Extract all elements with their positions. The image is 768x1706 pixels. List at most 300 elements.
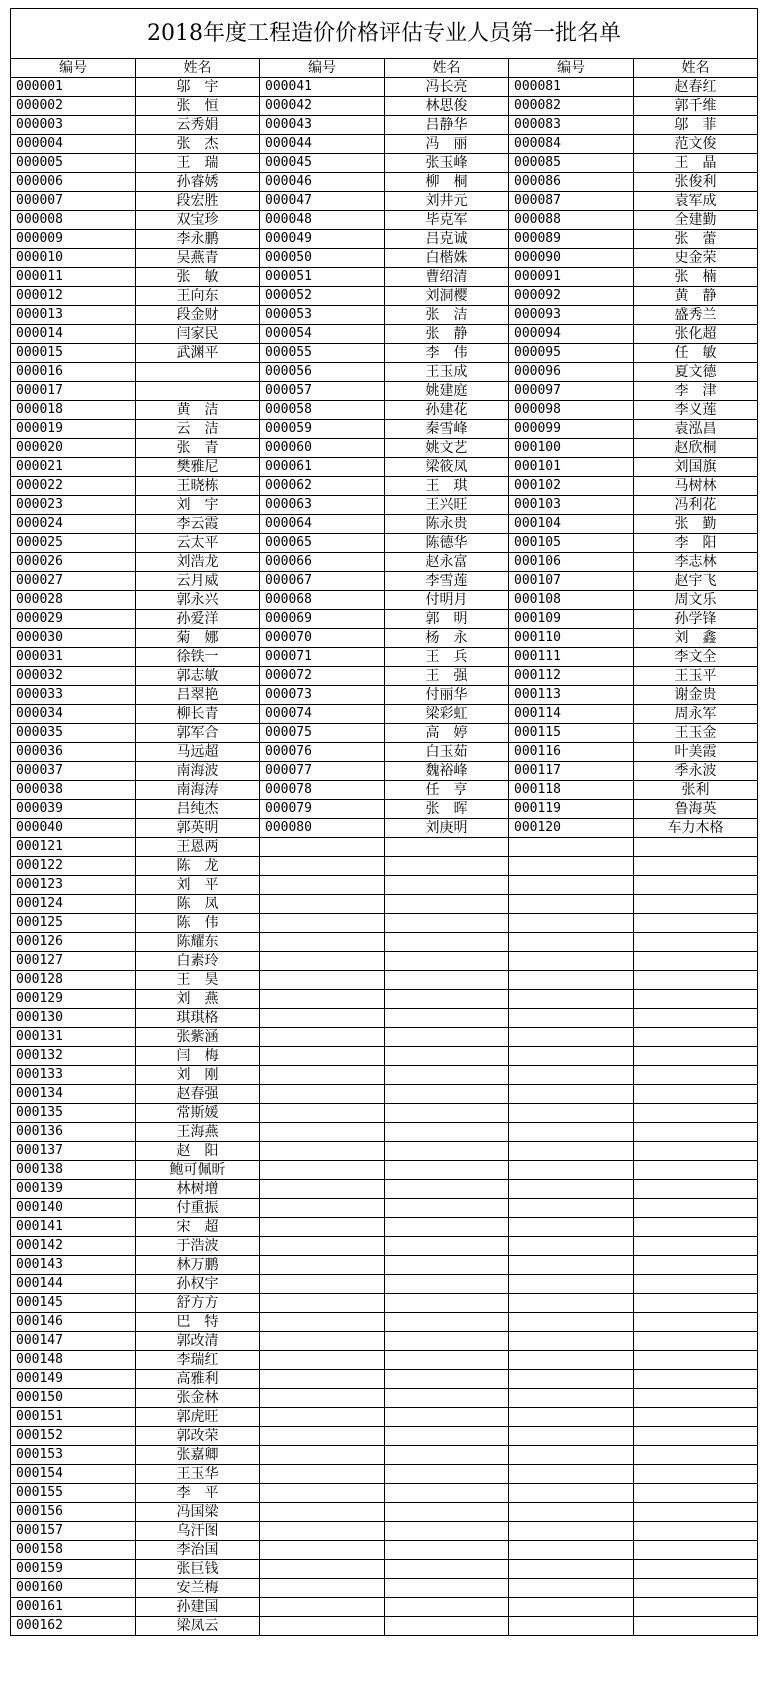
name-cell: 刘 刚: [136, 1066, 260, 1085]
name-cell: [634, 1560, 758, 1579]
id-cell: [260, 1199, 385, 1218]
id-cell: 000021: [11, 458, 136, 477]
name-cell: 张 蕾: [634, 230, 758, 249]
name-cell: 于浩波: [136, 1237, 260, 1256]
name-cell: [385, 1104, 509, 1123]
id-cell: 000112: [509, 667, 634, 686]
name-cell: 李义莲: [634, 401, 758, 420]
table-row: [11, 591, 758, 610]
name-cell: 张金林: [136, 1389, 260, 1408]
table-row: [11, 325, 758, 344]
id-cell: 000068: [260, 591, 385, 610]
id-cell: 000144: [11, 1275, 136, 1294]
id-cell: [260, 1313, 385, 1332]
id-cell: [260, 1104, 385, 1123]
id-cell: 000050: [260, 249, 385, 268]
name-cell: 周永军: [634, 705, 758, 724]
table-row: [11, 1085, 758, 1104]
name-cell: [634, 1237, 758, 1256]
table-row: [11, 1332, 758, 1351]
name-cell: [385, 933, 509, 952]
name-cell: [634, 1142, 758, 1161]
name-cell: 赵永富: [385, 553, 509, 572]
name-cell: 邬 宇: [136, 78, 260, 97]
table-row: [11, 116, 758, 135]
name-cell: 王 昊: [136, 971, 260, 990]
table-row: [11, 192, 758, 211]
id-cell: 000138: [11, 1161, 136, 1180]
name-cell: [634, 1598, 758, 1617]
header-id-3: 编号: [509, 59, 634, 78]
name-cell: [634, 952, 758, 971]
name-cell: 张俊利: [634, 173, 758, 192]
table-row: [11, 97, 758, 116]
name-cell: 史金荣: [634, 249, 758, 268]
table-row: [11, 876, 758, 895]
id-cell: [509, 838, 634, 857]
id-cell: 000121: [11, 838, 136, 857]
id-cell: 000088: [509, 211, 634, 230]
id-cell: 000134: [11, 1085, 136, 1104]
id-cell: [260, 1256, 385, 1275]
id-cell: 000105: [509, 534, 634, 553]
id-cell: 000150: [11, 1389, 136, 1408]
id-cell: [509, 1142, 634, 1161]
name-cell: 高雅利: [136, 1370, 260, 1389]
name-cell: [385, 1598, 509, 1617]
name-cell: 黄 洁: [136, 401, 260, 420]
name-cell: 云月威: [136, 572, 260, 591]
name-cell: 宋 超: [136, 1218, 260, 1237]
id-cell: [509, 1465, 634, 1484]
table-row: [11, 306, 758, 325]
id-cell: [260, 1408, 385, 1427]
name-cell: 刘井元: [385, 192, 509, 211]
name-cell: 吕翠艳: [136, 686, 260, 705]
table-row: [11, 1541, 758, 1560]
name-cell: [385, 1237, 509, 1256]
id-cell: 000014: [11, 325, 136, 344]
table-row: [11, 1427, 758, 1446]
id-cell: 000043: [260, 116, 385, 135]
name-cell: [634, 1294, 758, 1313]
name-cell: [385, 1408, 509, 1427]
name-cell: 孙建花: [385, 401, 509, 420]
name-cell: 郭志敏: [136, 667, 260, 686]
table-row: [11, 1104, 758, 1123]
table-row: [11, 1009, 758, 1028]
name-cell: 赵 阳: [136, 1142, 260, 1161]
id-cell: 000048: [260, 211, 385, 230]
id-cell: 000078: [260, 781, 385, 800]
name-cell: 周文乐: [634, 591, 758, 610]
name-cell: 白楷姝: [385, 249, 509, 268]
id-cell: [509, 1028, 634, 1047]
name-cell: [634, 1503, 758, 1522]
id-cell: [509, 1427, 634, 1446]
id-cell: 000160: [11, 1579, 136, 1598]
id-cell: 000008: [11, 211, 136, 230]
id-cell: [509, 1408, 634, 1427]
table-row: [11, 914, 758, 933]
name-cell: 夏文德: [634, 363, 758, 382]
id-cell: 000072: [260, 667, 385, 686]
name-cell: 武渊平: [136, 344, 260, 363]
name-cell: [634, 971, 758, 990]
id-cell: 000026: [11, 553, 136, 572]
id-cell: [260, 1066, 385, 1085]
table-row: [11, 420, 758, 439]
id-cell: [260, 1161, 385, 1180]
id-cell: [509, 1218, 634, 1237]
name-cell: 陈 凤: [136, 895, 260, 914]
table-row: [11, 1579, 758, 1598]
id-cell: 000119: [509, 800, 634, 819]
name-cell: 郭永兴: [136, 591, 260, 610]
id-cell: 000067: [260, 572, 385, 591]
name-cell: 谢金贵: [634, 686, 758, 705]
name-cell: 刘 平: [136, 876, 260, 895]
name-cell: 毕克军: [385, 211, 509, 230]
id-cell: [260, 1294, 385, 1313]
id-cell: [260, 1370, 385, 1389]
name-cell: 吕纯杰: [136, 800, 260, 819]
table-row: [11, 268, 758, 287]
table-row: [11, 1389, 758, 1408]
name-cell: [634, 933, 758, 952]
table-row: [11, 705, 758, 724]
table-row: [11, 1199, 758, 1218]
id-cell: 000101: [509, 458, 634, 477]
id-cell: 000028: [11, 591, 136, 610]
name-cell: 王玉平: [634, 667, 758, 686]
name-cell: [385, 1085, 509, 1104]
name-cell: 吴燕青: [136, 249, 260, 268]
name-cell: 段宏胜: [136, 192, 260, 211]
id-cell: 000032: [11, 667, 136, 686]
name-cell: 刘浩龙: [136, 553, 260, 572]
name-cell: [634, 1332, 758, 1351]
name-cell: 张化超: [634, 325, 758, 344]
name-cell: 王 瑞: [136, 154, 260, 173]
name-cell: 全建勤: [634, 211, 758, 230]
id-cell: 000054: [260, 325, 385, 344]
name-cell: 季永波: [634, 762, 758, 781]
id-cell: [260, 1427, 385, 1446]
name-cell: 李文全: [634, 648, 758, 667]
name-cell: [385, 1332, 509, 1351]
table-row: [11, 173, 758, 192]
name-cell: [634, 990, 758, 1009]
name-cell: 张 楠: [634, 268, 758, 287]
name-cell: 叶美霞: [634, 743, 758, 762]
id-cell: 000143: [11, 1256, 136, 1275]
id-cell: 000061: [260, 458, 385, 477]
id-cell: 000007: [11, 192, 136, 211]
id-cell: 000079: [260, 800, 385, 819]
table-row: [11, 572, 758, 591]
name-cell: 梁筱凤: [385, 458, 509, 477]
table-row: [11, 534, 758, 553]
name-cell: [634, 1085, 758, 1104]
name-cell: 李 伟: [385, 344, 509, 363]
header-name-1: 姓名: [136, 59, 260, 78]
name-cell: [385, 1199, 509, 1218]
name-cell: 赵欣桐: [634, 439, 758, 458]
table-row: [11, 1370, 758, 1389]
name-cell: [136, 363, 260, 382]
id-cell: 000040: [11, 819, 136, 838]
name-cell: 张 洁: [385, 306, 509, 325]
name-cell: 冯国梁: [136, 1503, 260, 1522]
table-row: [11, 1237, 758, 1256]
id-cell: 000019: [11, 420, 136, 439]
id-cell: 000003: [11, 116, 136, 135]
table-row: [11, 154, 758, 173]
name-cell: [385, 1313, 509, 1332]
id-cell: [509, 1237, 634, 1256]
table-row: [11, 1313, 758, 1332]
id-cell: [260, 1123, 385, 1142]
id-cell: 000086: [509, 173, 634, 192]
name-cell: 任 亨: [385, 781, 509, 800]
name-cell: 张巨钱: [136, 1560, 260, 1579]
id-cell: [509, 1047, 634, 1066]
table-row: [11, 249, 758, 268]
name-cell: [385, 1351, 509, 1370]
table-row: [11, 952, 758, 971]
name-cell: [634, 1180, 758, 1199]
name-cell: 吕克诚: [385, 230, 509, 249]
id-cell: 000080: [260, 819, 385, 838]
name-cell: 柳长青: [136, 705, 260, 724]
name-cell: [634, 1218, 758, 1237]
id-cell: 000154: [11, 1465, 136, 1484]
id-cell: 000100: [509, 439, 634, 458]
name-cell: 刘庚明: [385, 819, 509, 838]
name-cell: 王向东: [136, 287, 260, 306]
name-list-sheet: [10, 8, 758, 1636]
id-cell: 000066: [260, 553, 385, 572]
name-cell: [385, 1180, 509, 1199]
name-cell: 郭英明: [136, 819, 260, 838]
name-cell: 郭改荣: [136, 1427, 260, 1446]
id-cell: 000139: [11, 1180, 136, 1199]
name-cell: [634, 1009, 758, 1028]
id-cell: 000075: [260, 724, 385, 743]
header-name-3: 姓名: [634, 59, 758, 78]
table-row: [11, 667, 758, 686]
name-cell: 李雪莲: [385, 572, 509, 591]
id-cell: [509, 1484, 634, 1503]
name-cell: 刘洞樱: [385, 287, 509, 306]
id-cell: [260, 1351, 385, 1370]
name-cell: 张 敏: [136, 268, 260, 287]
id-cell: [509, 895, 634, 914]
id-cell: 000125: [11, 914, 136, 933]
id-cell: 000118: [509, 781, 634, 800]
name-cell: 王玉华: [136, 1465, 260, 1484]
id-cell: 000042: [260, 97, 385, 116]
id-cell: [509, 990, 634, 1009]
id-cell: 000076: [260, 743, 385, 762]
name-cell: [385, 857, 509, 876]
id-cell: [260, 895, 385, 914]
id-cell: 000082: [509, 97, 634, 116]
id-cell: 000128: [11, 971, 136, 990]
table-row: [11, 439, 758, 458]
name-cell: 孙学锋: [634, 610, 758, 629]
table-row: [11, 553, 758, 572]
id-cell: 000089: [509, 230, 634, 249]
name-cell: [634, 1161, 758, 1180]
id-cell: 000159: [11, 1560, 136, 1579]
id-cell: 000096: [509, 363, 634, 382]
header-id-2: 编号: [260, 59, 385, 78]
table-row: [11, 857, 758, 876]
name-cell: 南海涛: [136, 781, 260, 800]
name-cell: [634, 1541, 758, 1560]
id-cell: [509, 1066, 634, 1085]
name-cell: [634, 1256, 758, 1275]
name-cell: [634, 1427, 758, 1446]
id-cell: 000009: [11, 230, 136, 249]
id-cell: 000102: [509, 477, 634, 496]
id-cell: 000070: [260, 629, 385, 648]
name-cell: [385, 1389, 509, 1408]
name-cell: 魏裕峰: [385, 762, 509, 781]
name-cell: 鲍可佩昕: [136, 1161, 260, 1180]
id-cell: 000045: [260, 154, 385, 173]
id-cell: [509, 1446, 634, 1465]
id-cell: 000132: [11, 1047, 136, 1066]
name-cell: 常斯媛: [136, 1104, 260, 1123]
id-cell: 000140: [11, 1199, 136, 1218]
id-cell: 000103: [509, 496, 634, 515]
id-cell: [509, 1598, 634, 1617]
id-cell: 000146: [11, 1313, 136, 1332]
id-cell: 000151: [11, 1408, 136, 1427]
id-cell: [260, 1598, 385, 1617]
name-cell: 杨 永: [385, 629, 509, 648]
table-row: [11, 1351, 758, 1370]
id-cell: [260, 838, 385, 857]
id-cell: 000120: [509, 819, 634, 838]
id-cell: 000049: [260, 230, 385, 249]
name-cell: 段金财: [136, 306, 260, 325]
table-row: [11, 971, 758, 990]
table-row: [11, 1066, 758, 1085]
id-cell: 000018: [11, 401, 136, 420]
name-cell: [634, 1484, 758, 1503]
id-cell: 000025: [11, 534, 136, 553]
id-cell: 000011: [11, 268, 136, 287]
name-cell: 陈 伟: [136, 914, 260, 933]
name-cell: 李永鹏: [136, 230, 260, 249]
name-cell: [385, 1465, 509, 1484]
name-cell: [634, 1104, 758, 1123]
name-cell: 冯长亮: [385, 78, 509, 97]
id-cell: 000133: [11, 1066, 136, 1085]
name-cell: [634, 1123, 758, 1142]
name-cell: 李 阳: [634, 534, 758, 553]
id-cell: 000162: [11, 1617, 136, 1636]
name-cell: [385, 1294, 509, 1313]
id-cell: [260, 952, 385, 971]
id-cell: [260, 1446, 385, 1465]
name-cell: 赵春强: [136, 1085, 260, 1104]
name-cell: 白素玲: [136, 952, 260, 971]
id-cell: 000081: [509, 78, 634, 97]
name-cell: 王 琪: [385, 477, 509, 496]
name-cell: [634, 1351, 758, 1370]
id-cell: 000029: [11, 610, 136, 629]
id-cell: [509, 1389, 634, 1408]
name-cell: 巴 特: [136, 1313, 260, 1332]
name-cell: [634, 1275, 758, 1294]
name-cell: 张玉峰: [385, 154, 509, 173]
name-cell: 刘 燕: [136, 990, 260, 1009]
table-row: [11, 515, 758, 534]
name-cell: 付丽华: [385, 686, 509, 705]
table-row: [11, 477, 758, 496]
id-cell: [260, 1047, 385, 1066]
id-cell: [509, 1256, 634, 1275]
name-cell: [634, 838, 758, 857]
id-cell: [260, 1617, 385, 1636]
id-cell: 000071: [260, 648, 385, 667]
id-cell: 000034: [11, 705, 136, 724]
name-cell: 王海燕: [136, 1123, 260, 1142]
id-cell: 000051: [260, 268, 385, 287]
name-cell: 梁凤云: [136, 1617, 260, 1636]
name-cell: 袁军成: [634, 192, 758, 211]
id-cell: [509, 1123, 634, 1142]
id-cell: 000065: [260, 534, 385, 553]
name-cell: [634, 895, 758, 914]
id-cell: 000055: [260, 344, 385, 363]
id-cell: [260, 1275, 385, 1294]
name-cell: [634, 857, 758, 876]
id-cell: 000015: [11, 344, 136, 363]
table-row: [11, 819, 758, 838]
name-cell: 姚建庭: [385, 382, 509, 401]
name-cell: 盛秀兰: [634, 306, 758, 325]
id-cell: 000012: [11, 287, 136, 306]
name-cell: [385, 1370, 509, 1389]
table-row: [11, 1123, 758, 1142]
name-cell: [385, 1161, 509, 1180]
name-cell: 张 静: [385, 325, 509, 344]
name-cell: [385, 1522, 509, 1541]
id-cell: 000097: [509, 382, 634, 401]
table-row: [11, 382, 758, 401]
name-cell: 秦雪峰: [385, 420, 509, 439]
table-row: [11, 1161, 758, 1180]
id-cell: 000094: [509, 325, 634, 344]
name-cell: 李云霞: [136, 515, 260, 534]
name-cell: 安兰梅: [136, 1579, 260, 1598]
header-name-2: 姓名: [385, 59, 509, 78]
name-cell: [634, 876, 758, 895]
table-row: [11, 1047, 758, 1066]
name-cell: 李志林: [634, 553, 758, 572]
id-cell: 000123: [11, 876, 136, 895]
name-cell: 闫 梅: [136, 1047, 260, 1066]
name-cell: [385, 1218, 509, 1237]
table-row: [11, 1256, 758, 1275]
document-title: 2018年度工程造价价格评估专业人员第一批名单: [10, 8, 758, 58]
